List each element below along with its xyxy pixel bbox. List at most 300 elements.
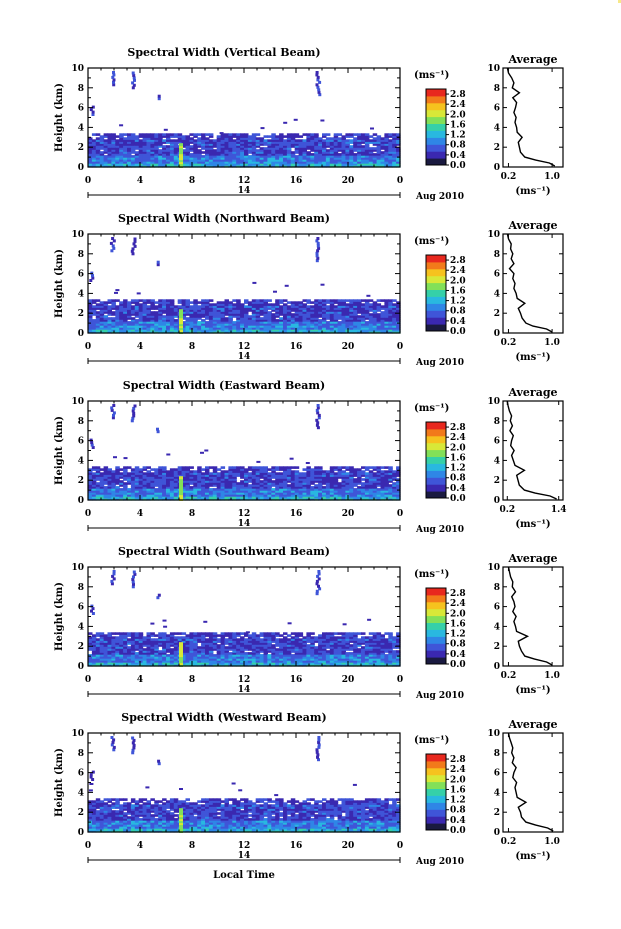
heatmap-cell [217,644,222,647]
heatmap-cell [361,482,366,485]
heatmap-cell [150,299,155,302]
heatmap-cell [373,466,378,469]
heatmap-cell [221,301,226,304]
heatmap-cell [260,147,265,150]
heatmap-cell [225,638,230,641]
heatmap-cell [291,313,296,316]
heatmap-cell [209,632,214,635]
x-tick-label: 8 [188,509,196,519]
heatmap-cell [174,636,179,639]
colorbar-swatch [426,262,446,269]
y-tick-label: 6 [77,103,84,114]
heatmap-cell [111,470,116,473]
heatmap-cell [353,468,358,471]
heatmap-cell [264,147,269,150]
heatmap-cell [189,305,194,308]
heatmap-cell [299,135,304,138]
colorbar-swatch [426,297,446,304]
heatmap-cell [244,133,249,136]
heatmap-cell [248,484,253,487]
heatmap-cell [373,147,378,150]
heatmap-cell [334,133,339,136]
heatmap-cell [295,301,300,304]
heatmap-cell [92,133,97,136]
heatmap-cell [123,632,128,635]
heatmap-cell [201,133,206,136]
heatmap-cell [365,321,370,324]
heatmap-cell [115,135,120,138]
heatmap-cell [228,652,233,655]
date-label: Aug 2010 [415,525,465,535]
heatmap-cell [123,133,128,136]
heatmap-cell [189,632,194,635]
heatmap-cell [310,301,315,304]
colorbar-tick-label: 2.4 [450,433,466,444]
heatmap-cell [310,153,315,156]
heatmap-cell [143,636,148,639]
colorbar-tick-label: 0.0 [450,161,466,171]
heatmap-cell [373,137,378,140]
heatmap-cell [248,135,253,138]
heatmap-cell [108,632,113,635]
heatmap-cell [162,315,167,318]
heatmap-cell [294,119,298,121]
heatmap-cell [127,472,132,475]
heatmap-cell [170,632,175,635]
heatmap-cell [96,632,101,635]
heatmap-cell [322,139,327,142]
x-tick-label: 20 [341,509,355,519]
heatmap-cell [295,466,300,469]
heatmap-cell [154,638,159,641]
colorbar-tick-label: 0.0 [450,327,466,337]
colorbar-swatch [426,303,446,310]
x-tick-label: 0 [396,509,404,519]
average-y-tick-label: 2 [493,143,500,154]
heatmap-cell [197,301,202,304]
heatmap-cell [150,632,155,635]
heatmap-cell [92,139,97,142]
heatmap-cell [92,305,97,308]
heatmap-cell [220,132,224,134]
heatmap-cell [201,299,206,302]
heatmap-cell [342,470,347,473]
heatmap-cell [186,299,191,302]
heatmap-cell [310,305,315,308]
y-tick-label: 2 [77,309,84,320]
heatmap-cell [334,472,339,475]
y-axis-label: Height (km) [54,83,65,152]
heatmap-cell [240,466,245,469]
heatmap-cell [275,319,280,322]
colorbar-tick-label: 0.8 [450,473,466,484]
colorbar-tick-label: 2.8 [450,90,466,101]
heatmap-cell [373,133,378,136]
heatmap-cell [182,466,187,469]
heatmap-cell [115,486,120,489]
colorbar-tick-label: 2.0 [450,443,466,454]
heatmap-cell [147,632,152,635]
heatmap-cell [217,472,222,475]
heatmap-cell [267,299,272,302]
heatmap-cell [197,149,202,152]
heatmap-cell [338,153,343,156]
heatmap-cell [349,299,354,302]
heatmap-cell [217,638,222,641]
heatmap-cell [166,133,171,136]
heatmap-cell [232,139,237,142]
heatmap-cell [361,133,366,136]
heatmap-cell [110,242,113,245]
colorbar-swatch [426,464,446,471]
heatmap-cell [275,135,280,138]
heatmap-cell [244,299,249,302]
heatmap-cell [283,299,288,302]
heatmap-cell [361,299,366,302]
heatmap-cell [201,472,206,475]
heatmap-cell [147,299,152,302]
colorbar-swatch [426,422,446,429]
average-title: Average [508,386,558,399]
heatmap-cell [162,632,167,635]
colorbar-tick-label: 0.4 [450,150,466,161]
colorbar-tick-label: 2.4 [450,100,466,111]
heatmap-cell [291,470,296,473]
heatmap-cells [88,404,401,501]
heatmap-cell [388,133,393,136]
heatmap-cell [279,133,284,136]
heatmap-cell [201,319,206,322]
heatmap-cell [143,648,148,651]
heatmap-cell [88,632,93,635]
colorbar-tick-label: 2.8 [450,423,466,434]
heatmap-cell [384,466,389,469]
heatmap-cell [135,319,140,322]
heatmap-cell [392,303,397,306]
heatmap-cell [318,299,323,302]
heatmap-cell [182,636,187,639]
heatmap-cell [205,466,210,469]
heatmap-cell [388,466,393,469]
heatmap-cell [154,133,159,136]
heatmap-cell [139,468,144,471]
heatmap-cell [104,315,109,318]
heatmap-cell [158,466,163,469]
colorbar-unit: (ms⁻¹) [414,236,450,247]
heatmap-cell [377,135,382,138]
heatmap-cell [330,299,335,302]
heatmap-cell [291,133,296,136]
heatmap-cell [154,488,159,491]
heatmap-cell [381,466,386,469]
heatmap-cell [115,636,120,639]
heatmap-cell [132,72,135,75]
heatmap-cell [353,478,358,481]
colorbar-swatch [426,269,446,276]
average-y-tick-label: 0 [493,496,500,506]
heatmap-cell [193,470,198,473]
heatmap-cell [104,133,109,136]
heatmap-cell [256,137,261,140]
heatmap-cell [119,480,124,483]
heatmap-cell [306,462,310,464]
panel-title: Spectral Width (Eastward Beam) [122,379,326,392]
colorbar-swatch [426,89,446,96]
heatmap-cell [143,466,148,469]
heatmap-cell [115,466,120,469]
heatmap-cell [170,648,175,651]
heatmap-cell [213,466,218,469]
heatmap-cell [260,137,265,140]
heatmap-cell [369,470,374,473]
heatmap-cell [273,291,277,293]
colorbar-tick-label: 2.0 [450,110,466,121]
heatmap-cell [275,472,280,475]
heatmap-cell [205,638,210,641]
heatmap-cell [197,305,202,308]
heatmap-cell [271,303,276,306]
heatmap-cell [384,299,389,302]
heatmap-cell [174,468,179,471]
heatmap-cell [287,133,292,136]
heatmap-cell [252,466,256,469]
heatmap-cell [127,638,132,641]
heatmap-cell [299,301,304,304]
heatmap-cell [119,488,124,491]
heatmap-cell [314,466,319,469]
heatmap-cell [349,145,354,148]
heatmap-cell [256,133,261,136]
heatmap-cell [92,634,97,637]
heatmap-cell [365,133,370,136]
heatmap-cell [318,137,323,140]
heatmap-cell [256,466,261,469]
heatmap-cell [131,632,136,635]
heatmap-cell [232,133,237,136]
heatmap-cell [279,305,284,308]
heatmap-cell [123,137,128,140]
heatmap-cell [384,133,389,136]
heatmap-cell [267,135,272,138]
heatmap-cell [108,305,113,308]
heatmap-cell [205,299,210,302]
heatmap-cell [357,468,362,471]
heatmap-cell [232,466,237,469]
heatmap-cell [139,133,144,136]
heatmap-cell [166,145,171,148]
heatmap-cell [322,133,327,136]
heatmap-cell [314,299,319,302]
heatmap-cell [131,299,136,302]
average-y-tick-label: 8 [493,83,500,94]
colorbar-swatch [426,103,446,110]
heatmap-cell [326,137,331,140]
colorbar-swatch [426,151,446,158]
heatmap-cell [217,634,222,637]
heatmap-cell [213,303,218,306]
heatmap-cell [361,470,366,473]
heatmap-cell [111,133,116,136]
heatmap-cell [318,466,323,469]
y-tick-label: 0 [77,496,84,506]
heatmap-cell [349,466,354,469]
heatmap-cell [361,145,366,148]
heatmap-cell [123,482,128,485]
colorbar-swatch [426,324,446,331]
heatmap-cell [326,470,331,473]
heatmap-cell [100,151,105,154]
heatmap-cell [316,71,319,74]
heatmap-cell [217,468,222,471]
x-tick-label: 4 [136,176,144,186]
heatmap-cell [295,470,300,473]
heatmap-cell [131,468,136,471]
heatmap-cell [166,470,171,473]
heatmap-cell [209,488,214,491]
heatmap-cell [108,299,113,302]
heatmap-cell [357,486,362,489]
heatmap-cell [244,305,249,308]
average-x-label: (ms⁻¹) [515,352,551,363]
heatmap-cell [345,139,350,142]
heatmap-cell [287,305,292,308]
heatmap-cell [154,468,159,471]
heatmap-cell [100,301,105,304]
colorbar-swatch [426,110,446,117]
y-tick-label: 4 [77,456,84,467]
heatmap-cell [322,470,327,473]
heatmap-cell [111,317,116,320]
colorbar-tick-label: 1.2 [450,463,466,474]
panel-1 [54,212,563,368]
heatmap-cell [377,303,382,306]
heatmap-cell [228,301,233,304]
heatmap-cell [377,488,382,491]
heatmap-cell [326,149,331,152]
heatmap-cell [256,461,260,463]
heatmap-cell [147,133,152,136]
heatmap-cell [291,466,296,469]
colorbar-swatch [426,491,446,498]
average-x-label: (ms⁻¹) [515,186,551,197]
heatmap-cell [373,472,378,475]
heatmap-cell [209,299,214,302]
heatmap-cell [240,480,245,483]
heatmap-cell [100,135,105,138]
heatmap-cell [119,133,124,136]
heatmap-cell [150,311,155,314]
heatmap-cell [342,135,347,138]
heatmap-cell [92,299,97,302]
heatmap-cell [150,472,155,475]
heatmap-cell [179,476,183,479]
average-profile-line [507,68,554,166]
heatmap-cell [189,137,194,140]
heatmap-cell [369,313,374,316]
heatmap-cell [100,632,105,635]
heatmap-cell [197,466,202,469]
colorbar-unit: (ms⁻¹) [414,70,450,81]
heatmap-cell [267,303,272,306]
heatmap-cell [334,305,339,308]
heatmap-cell [326,299,331,302]
heatmap-cell [170,468,175,471]
heatmap-cell [236,466,241,469]
heatmap-cell [338,482,343,485]
heatmap-cell [111,636,116,639]
heatmap-cell [104,139,109,142]
heatmap-cell [131,155,136,158]
colorbar-swatch [426,470,446,477]
average-title: Average [508,53,558,66]
heatmap-cell [209,303,214,306]
heatmap-cell [285,285,289,287]
heatmap-cell [193,133,198,136]
heatmap-cell [158,650,163,653]
heatmap-cell [96,482,101,485]
heatmap-cell [303,133,308,136]
heatmap-cell [283,139,288,142]
heatmap-cell [361,466,366,469]
heatmap-cell [369,466,374,469]
heatmap-cell [264,466,269,469]
x-tick-label: 12 [237,176,251,186]
colorbar-swatch [426,310,446,317]
heatmap-cell [345,303,350,306]
heatmap-cell [100,472,105,475]
heatmap-cell [217,135,222,138]
date-label: Aug 2010 [415,358,465,368]
heatmap-cell [119,632,124,635]
heatmap-cell [92,466,97,469]
heatmap-cell [353,299,358,302]
heatmap-cell [127,133,132,136]
heatmap-cell [201,468,206,471]
heatmap-cells [88,71,401,168]
heatmap-cell [326,133,331,136]
x-tick-label: 0 [84,342,92,352]
average-y-tick-label: 6 [493,103,500,114]
heatmap-cell [271,488,276,491]
heatmap-cell [279,299,284,302]
heatmap-cell [326,305,331,308]
heatmap-cell [221,632,226,635]
heatmap-cell [182,135,187,138]
heatmap-cell [197,321,202,324]
heatmap-cell [112,71,115,74]
colorbar-swatch [426,96,446,103]
heatmap-cell [310,133,315,136]
y-axis-label: Height (km) [54,416,65,485]
colorbar-tick-label: 0.8 [450,306,466,317]
average-y-tick-label: 10 [487,397,500,407]
heatmap-cell [164,129,168,131]
heatmap-cell [361,478,366,481]
colorbar-tick-label: 1.6 [450,286,466,297]
heatmap-cell [179,143,183,146]
heatmap-cell [225,646,230,649]
heatmap-cell [267,472,272,475]
heatmap-cell [197,133,202,136]
colorbar-tick-label: 0.4 [450,483,466,494]
y-axis-label: Height (km) [54,249,65,318]
heatmap-cell [369,135,374,138]
heatmap-cell [166,634,171,637]
heatmap-cell [264,139,269,142]
heatmap-cell [115,632,120,635]
colorbar-swatch [426,477,446,484]
heatmap-cell [127,321,132,324]
